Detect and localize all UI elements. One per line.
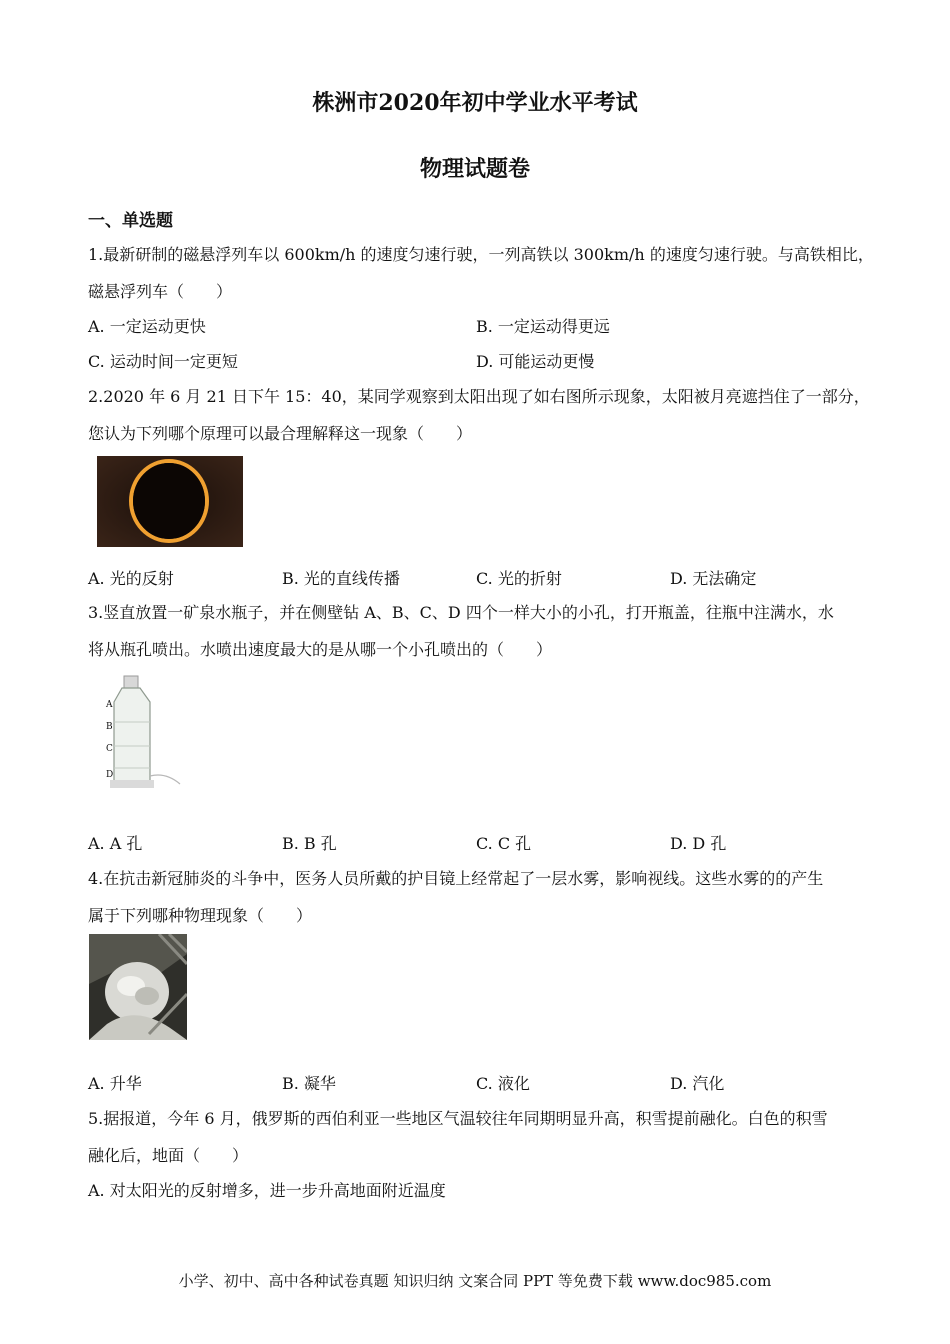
- bottle-image: [104, 672, 186, 794]
- question-1-option-c: C. 运动时间一定更短: [88, 352, 238, 371]
- question-2-option-b: B. 光的直线传播: [282, 569, 400, 588]
- question-4-option-a: A. 升华: [88, 1074, 142, 1093]
- question-3-option-c: C. C 孔: [476, 834, 532, 853]
- bottle-label-c: C: [106, 744, 113, 754]
- question-1-option-a: A. 一定运动更快: [88, 317, 206, 336]
- question-3-line-1: 3.竖直放置一矿泉水瓶子，并在侧壁钻 A、B、C、D 四个一样大小的小孔，打开瓶盖，往瓶中注满水，水: [88, 603, 834, 622]
- page-title: 株洲市2020年初中学业水平考试: [312, 90, 638, 116]
- bottle-label-d: D: [106, 770, 114, 780]
- question-2-option-c: C. 光的折射: [476, 569, 562, 588]
- question-4-option-d: D. 汽化: [670, 1074, 725, 1093]
- question-5-option-a: A. 对太阳光的反射增多，进一步升高地面附近温度: [88, 1181, 446, 1200]
- page-footer: 小学、初中、高中各种试卷真题 知识归纳 文案合同 PPT 等免费下载 www.doc985.com: [178, 1272, 772, 1290]
- question-3-option-d: D. D 孔: [670, 834, 727, 853]
- question-5-line-1: 5.据报道，今年 6 月，俄罗斯的西伯利亚一些地区气温较往年同期明显升高，积雪提前融化。白色的积雪: [88, 1109, 828, 1128]
- eclipse-image: [97, 456, 243, 547]
- question-1-option-b: B. 一定运动得更远: [476, 317, 610, 336]
- question-1-line-2: 磁悬浮列车（ ）: [88, 282, 233, 301]
- question-1-line-1: 1.最新研制的磁悬浮列车以 600km/h 的速度匀速行驶，一列高铁以 300km/h 的速度匀速行驶。与高铁相比，: [88, 245, 874, 264]
- question-4-line-1: 4.在抗击新冠肺炎的斗争中，医务人员所戴的护目镜上经常起了一层水雾，影响视线。这些水雾的的产生: [88, 869, 824, 888]
- question-3-line-2: 将从瓶孔喷出。水喷出速度最大的是从哪一个小孔喷出的（ ）: [88, 640, 553, 659]
- question-4-line-2: 属于下列哪种物理现象（ ）: [88, 906, 313, 925]
- question-2-line-2: 您认为下列哪个原理可以最合理解释这一现象（ ）: [88, 424, 473, 443]
- section-title: 一、单选题: [88, 211, 173, 231]
- medical-worker-image: [89, 934, 187, 1040]
- question-3-option-a: A. A 孔: [88, 834, 143, 853]
- page-subtitle: 物理试题卷: [419, 156, 530, 182]
- question-4-option-c: C. 液化: [476, 1074, 530, 1093]
- bottle-label-a: A: [106, 700, 113, 710]
- question-2-option-a: A. 光的反射: [88, 569, 174, 588]
- question-1-option-d: D. 可能运动更慢: [476, 352, 595, 371]
- question-5-line-2: 融化后，地面（ ）: [88, 1146, 249, 1165]
- question-2-option-d: D. 无法确定: [670, 569, 757, 588]
- question-4-option-b: B. 凝华: [282, 1074, 336, 1093]
- question-2-line-1: 2.2020 年 6 月 21 日下午 15：40，某同学观察到太阳出现了如右图所示现象，太阳被月亮遮挡住了一部分，: [88, 387, 870, 406]
- bottle-label-b: B: [106, 722, 113, 732]
- question-3-option-b: B. B 孔: [282, 834, 337, 853]
